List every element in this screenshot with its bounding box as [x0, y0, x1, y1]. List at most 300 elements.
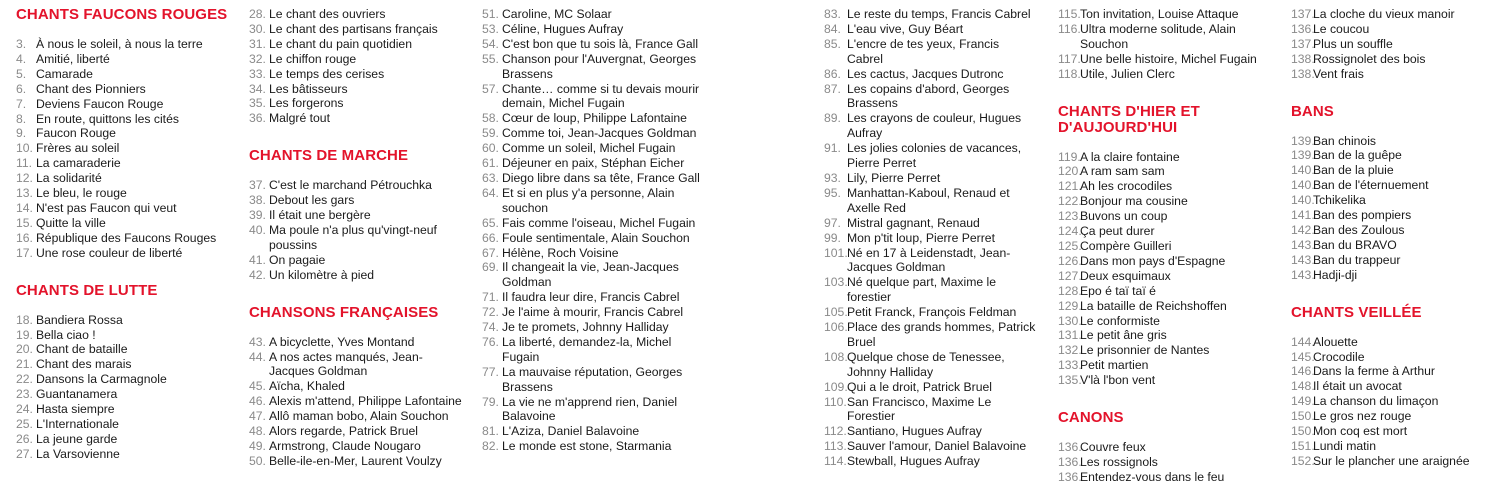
- song-number: 116.: [1058, 21, 1081, 36]
- song-title: Un kilomètre à pied: [269, 267, 374, 282]
- list-item: [482, 395, 704, 425]
- song-number: 48.: [249, 424, 266, 439]
- song-list: [1291, 335, 1496, 469]
- list-item: [824, 439, 1036, 454]
- list-item: [1058, 164, 1268, 179]
- song-title: Le gros nez rouge: [1313, 409, 1412, 424]
- list-item: [1291, 454, 1496, 469]
- list-item: [1291, 439, 1496, 454]
- list-item: [16, 186, 238, 201]
- list-item: [1291, 193, 1496, 208]
- song-number: 143.: [1291, 237, 1315, 252]
- song-title: Fais comme l'oiseau, Michel Fugain: [502, 215, 696, 230]
- list-item: [482, 365, 704, 395]
- song-number: 34.: [249, 81, 266, 96]
- list-item: [16, 52, 238, 67]
- song-number: 127.: [1058, 268, 1082, 283]
- song-title: Manhattan-Kaboul, Renaud et Axelle Red: [847, 185, 1010, 215]
- song-number: 108.: [824, 349, 848, 364]
- list-item: [249, 424, 464, 439]
- column-3: [482, 7, 704, 454]
- song-list: [16, 313, 238, 462]
- song-title: C'est le marchand Pétrouchka: [269, 178, 432, 193]
- song-title: Compère Guilleri: [1080, 238, 1172, 253]
- list-item: [249, 439, 464, 454]
- song-number: 136.: [1291, 21, 1315, 36]
- song-number: 47.: [249, 409, 266, 424]
- song-number: 77.: [482, 364, 499, 379]
- title-spacer: [249, 164, 464, 178]
- song-title: Qui a le droit, Patrick Bruel: [847, 379, 992, 394]
- song-number: 71.: [482, 290, 499, 305]
- song-number: 7.: [16, 96, 27, 111]
- list-item: [482, 82, 704, 112]
- song-number: 22.: [16, 372, 33, 387]
- song-title: La bataille de Reichshoffen: [1080, 298, 1227, 313]
- list-item: [16, 97, 238, 112]
- list-item: [482, 171, 704, 186]
- song-number: 140.: [1291, 163, 1315, 178]
- song-number: 28.: [249, 7, 266, 21]
- song-title: Les crayons de couleur, Hugues Aufray: [847, 111, 1022, 141]
- list-item: [482, 335, 704, 365]
- song-number: 119.: [1058, 149, 1081, 164]
- section-title-chants-d-hier-et-d-aujourd-hui: CHANTS D'HIER ET D'AUJOURD'HUI: [1058, 102, 1200, 136]
- song-title: Chant des Pionniers: [36, 81, 146, 96]
- song-number: 136.: [1058, 440, 1082, 455]
- song-title: Le monde est stone, Starmania: [502, 439, 672, 454]
- song-number: 143.: [1291, 267, 1315, 282]
- list-item: [16, 402, 238, 417]
- song-title: République des Faucons Rouges: [36, 230, 217, 245]
- song-number: 40.: [249, 222, 266, 237]
- song-number: 57.: [482, 81, 499, 96]
- list-item: [482, 111, 704, 126]
- song-number: 74.: [482, 320, 499, 335]
- song-title: Sur le plancher une araignée: [1313, 453, 1470, 468]
- list-item: [482, 305, 704, 320]
- song-number: 37.: [249, 178, 266, 193]
- list-item: [482, 37, 704, 52]
- song-number: 101.: [824, 245, 848, 260]
- song-title: Ban de la guêpe: [1313, 148, 1402, 163]
- title-spacer: [16, 23, 238, 37]
- list-item: [249, 253, 464, 268]
- title-spacer: [249, 321, 464, 335]
- song-number: 118.: [1058, 66, 1081, 81]
- song-number: 19.: [16, 327, 33, 342]
- song-number: 72.: [482, 305, 499, 320]
- song-title: Né quelque part, Maxime le forestier: [847, 275, 997, 305]
- song-title: Ban chinois: [1313, 133, 1377, 148]
- song-number: 39.: [249, 208, 266, 223]
- list-item: [1291, 208, 1496, 223]
- list-item: [16, 432, 238, 447]
- list-item: [1291, 52, 1496, 67]
- song-number: 84.: [824, 21, 841, 36]
- song-number: 45.: [249, 379, 266, 394]
- song-title: Caroline, MC Solaar: [502, 7, 612, 21]
- song-title: Diego libre dans sa tête, France Gall: [502, 170, 700, 185]
- song-number: 113.: [824, 439, 847, 454]
- song-number: 99.: [824, 230, 841, 245]
- list-item: [249, 37, 464, 52]
- song-number: 12.: [16, 171, 33, 186]
- song-list: [482, 7, 704, 454]
- song-title: Dans la ferme à Arthur: [1313, 364, 1435, 379]
- song-title: Le conformiste: [1080, 313, 1160, 328]
- list-item: [16, 231, 238, 246]
- list-item: [16, 37, 238, 52]
- song-title: La liberté, demandez-la, Michel Fugain: [502, 334, 672, 364]
- song-title: La vie ne m'apprend rien, Daniel Balavoine: [502, 394, 678, 424]
- song-number: 32.: [249, 51, 266, 66]
- list-item: [1058, 358, 1268, 373]
- song-number: 79.: [482, 394, 499, 409]
- song-title: Tchikelika: [1313, 193, 1366, 208]
- song-number: 49.: [249, 438, 266, 453]
- song-title: Quitte la ville: [36, 215, 106, 230]
- song-number: 15.: [16, 215, 33, 230]
- song-title: La cloche du vieux manoir: [1313, 7, 1455, 21]
- song-title: A bicyclette, Yves Montand: [269, 334, 415, 349]
- list-item: [1291, 22, 1496, 37]
- song-number: 152.: [1291, 453, 1315, 468]
- song-title: Dansons la Carmagnole: [36, 372, 167, 387]
- song-title: Vent frais: [1313, 66, 1364, 81]
- list-item: [824, 216, 1036, 231]
- list-item: [16, 328, 238, 343]
- song-title: Entendez-vous dans le feu: [1080, 469, 1225, 484]
- list-item: [482, 246, 704, 261]
- list-item: [824, 380, 1036, 395]
- song-number: 151.: [1291, 438, 1315, 453]
- list-item: [824, 395, 1036, 425]
- song-title: Les copains d'abord, Georges Brassens: [847, 81, 1010, 111]
- song-number: 144.: [1291, 334, 1315, 349]
- song-title: Bandiera Rossa: [36, 312, 123, 327]
- list-item: [1058, 22, 1268, 52]
- song-number: 27.: [16, 446, 33, 461]
- song-title: Ah les crocodiles: [1080, 179, 1173, 194]
- song-number: 136.: [1058, 469, 1082, 484]
- list-item: [824, 186, 1036, 216]
- song-number: 65.: [482, 215, 499, 230]
- song-number: 41.: [249, 252, 266, 267]
- song-number: 53.: [482, 21, 499, 36]
- list-item: [249, 409, 464, 424]
- list-item: [249, 335, 464, 350]
- list-item: [1058, 67, 1268, 82]
- song-number: 16.: [16, 230, 33, 245]
- list-item: [249, 208, 464, 223]
- song-title: Malgré tout: [269, 111, 330, 126]
- list-item: [1058, 179, 1268, 194]
- song-title: L'Aziza, Daniel Balavoine: [502, 424, 640, 439]
- list-item: [824, 7, 1036, 22]
- song-number: 69.: [482, 260, 499, 275]
- song-title: A ram sam sam: [1080, 164, 1165, 179]
- list-item: [1058, 7, 1268, 22]
- song-title: Hasta siempre: [36, 402, 115, 417]
- list-item: [16, 201, 238, 216]
- song-list: [1291, 7, 1496, 82]
- song-title: Alors regarde, Patrick Bruel: [269, 424, 419, 439]
- song-title: Bella ciao !: [36, 327, 96, 342]
- song-title: Comme un soleil, Michel Fugain: [502, 141, 676, 156]
- song-title: Les cactus, Jacques Dutronc: [847, 66, 1004, 81]
- song-title: La camaraderie: [36, 156, 121, 171]
- song-title: Santiano, Hugues Aufray: [847, 424, 982, 439]
- list-item: [1058, 440, 1268, 455]
- song-number: 31.: [249, 36, 266, 51]
- list-item: [482, 216, 704, 231]
- list-item: [824, 275, 1036, 305]
- song-title: L'eau vive, Guy Béart: [847, 21, 964, 36]
- song-number: 85.: [824, 36, 841, 51]
- list-item: [249, 193, 464, 208]
- list-item: [1291, 37, 1496, 52]
- song-title: L'Internationale: [36, 416, 119, 431]
- song-number: 133.: [1058, 358, 1082, 373]
- list-item: [482, 439, 704, 454]
- song-title: Les forgerons: [269, 96, 344, 111]
- list-item: [1291, 409, 1496, 424]
- song-number: 5.: [16, 66, 27, 81]
- list-item: [16, 216, 238, 231]
- song-title: Il changeait la vie, Jean-Jacques Goldman: [502, 260, 679, 290]
- column-5: [1058, 7, 1268, 485]
- song-title: Il faudra leur dire, Francis Cabrel: [502, 290, 680, 305]
- title-spacer: [1291, 120, 1496, 134]
- song-title: Déjeuner en paix, Stéphan Eicher: [502, 156, 685, 171]
- list-item: [1291, 268, 1496, 283]
- song-title: Lily, Pierre Perret: [847, 170, 941, 185]
- list-item: [249, 394, 464, 409]
- list-item: [1291, 424, 1496, 439]
- list-item: [1058, 328, 1268, 343]
- list-item: [249, 268, 464, 283]
- song-number: 61.: [482, 156, 499, 171]
- list-item: [1058, 150, 1268, 165]
- song-title: Faucon Rouge: [36, 126, 116, 141]
- song-title: Crocodile: [1313, 349, 1365, 364]
- song-title: Mon coq est mort: [1313, 424, 1408, 439]
- song-number: 3.: [16, 37, 27, 51]
- song-title: Le coucou: [1313, 21, 1370, 36]
- song-title: Epo é taï taï é: [1080, 283, 1156, 298]
- song-title: Le bleu, le rouge: [36, 186, 127, 201]
- song-number: 42.: [249, 267, 266, 282]
- song-number: 26.: [16, 431, 33, 446]
- song-number: 124.: [1058, 224, 1082, 239]
- list-item: [1058, 299, 1268, 314]
- song-title: Le chant du pain quotidien: [269, 36, 412, 51]
- list-item: [824, 231, 1036, 246]
- list-item: [1291, 178, 1496, 193]
- song-title: À nous le soleil, à nous la terre: [36, 37, 203, 51]
- list-item: [1058, 343, 1268, 358]
- list-item: [482, 156, 704, 171]
- list-item: [1058, 52, 1268, 67]
- song-title: Petit martien: [1080, 358, 1149, 373]
- song-number: 50.: [249, 453, 266, 468]
- song-title: Deviens Faucon Rouge: [36, 96, 164, 111]
- list-item: [249, 22, 464, 37]
- song-number: 126.: [1058, 253, 1082, 268]
- song-number: 89.: [824, 111, 841, 126]
- list-item: [16, 112, 238, 127]
- song-number: 110.: [824, 394, 847, 409]
- song-number: 38.: [249, 193, 266, 208]
- list-item: [824, 22, 1036, 37]
- song-number: 115.: [1058, 7, 1081, 21]
- list-item: [249, 223, 464, 253]
- song-number: 82.: [482, 439, 499, 454]
- song-number: 138.: [1291, 51, 1315, 66]
- list-item: [1291, 67, 1496, 82]
- list-item: [482, 7, 704, 22]
- song-number: 30.: [249, 21, 266, 36]
- section-spacer: [1058, 388, 1268, 410]
- song-number: 120.: [1058, 164, 1082, 179]
- list-item: [1291, 335, 1496, 350]
- song-title: Allô maman bobo, Alain Souchon: [269, 409, 449, 424]
- list-item: [1058, 194, 1268, 209]
- song-title: V'là l'bon vent: [1080, 373, 1156, 388]
- song-title: Né en 17 à Leidenstadt, Jean-Jacques Goldman: [847, 245, 1011, 275]
- song-number: 125.: [1058, 238, 1082, 253]
- song-number: 140.: [1291, 178, 1315, 193]
- song-list: [1058, 150, 1268, 389]
- list-item: [249, 379, 464, 394]
- song-number: 97.: [824, 215, 841, 230]
- song-number: 112.: [824, 424, 847, 439]
- song-title: Une belle histoire, Michel Fugain: [1080, 51, 1257, 66]
- list-item: [824, 111, 1036, 141]
- song-number: 81.: [482, 424, 499, 439]
- list-item: [482, 22, 704, 37]
- song-title: La Varsovienne: [36, 446, 120, 461]
- song-title: Ultra moderne solitude, Alain Souchon: [1080, 21, 1236, 51]
- song-number: 18.: [16, 312, 33, 327]
- song-title: Une rose couleur de liberté: [36, 245, 183, 260]
- song-number: 117.: [1058, 51, 1081, 66]
- list-item: [1291, 253, 1496, 268]
- list-item: [1291, 163, 1496, 178]
- song-title: Hélène, Roch Voisine: [502, 245, 619, 260]
- list-item: [16, 447, 238, 462]
- song-title: Buvons un coup: [1080, 209, 1168, 224]
- title-spacer: [1058, 136, 1268, 150]
- list-item: [824, 305, 1036, 320]
- song-number: 24.: [16, 402, 33, 417]
- song-number: 106.: [824, 320, 848, 335]
- song-title: Frères au soleil: [36, 141, 120, 156]
- song-title: Chant des marais: [36, 357, 132, 372]
- song-number: 58.: [482, 111, 499, 126]
- song-number: 91.: [824, 141, 841, 156]
- song-number: 35.: [249, 96, 266, 111]
- list-item: [1058, 284, 1268, 299]
- list-item: [482, 424, 704, 439]
- song-title: On pagaie: [269, 252, 326, 267]
- list-item: [1058, 373, 1268, 388]
- song-number: 55.: [482, 51, 499, 66]
- title-spacer: [1058, 426, 1268, 440]
- song-number: 11.: [16, 156, 33, 171]
- section-spacer: [1058, 82, 1268, 104]
- song-number: 67.: [482, 245, 499, 260]
- song-number: 23.: [16, 387, 33, 402]
- song-number: 149.: [1291, 394, 1315, 409]
- song-number: 122.: [1058, 194, 1082, 209]
- song-number: 109.: [824, 379, 848, 394]
- song-number: 143.: [1291, 252, 1315, 267]
- list-item: [482, 126, 704, 141]
- song-number: 13.: [16, 186, 33, 201]
- song-title: Rossignolet des bois: [1313, 51, 1426, 66]
- song-number: 9.: [16, 126, 27, 141]
- list-item: [16, 246, 238, 261]
- section-spacer: [16, 261, 238, 283]
- song-title: Chant de bataille: [36, 342, 128, 357]
- song-title: Lundi matin: [1313, 438, 1377, 453]
- song-number: 121.: [1058, 179, 1082, 194]
- section-title-chants-de-lutte: CHANTS DE LUTTE: [16, 281, 158, 299]
- song-number: 8.: [16, 111, 27, 126]
- section-title-chants-de-marche: CHANTS DE MARCHE: [249, 147, 409, 165]
- song-number: 145.: [1291, 349, 1315, 364]
- list-item: [1058, 254, 1268, 269]
- list-item: [824, 424, 1036, 439]
- list-item: [1291, 238, 1496, 253]
- song-number: 150.: [1291, 424, 1315, 439]
- list-item: [1058, 455, 1268, 470]
- song-title: Sauver l'amour, Daniel Balavoine: [847, 439, 1027, 454]
- song-number: 95.: [824, 185, 841, 200]
- column-6: [1291, 7, 1496, 469]
- song-list: [1058, 440, 1268, 485]
- list-item: [249, 7, 464, 22]
- song-number: 6.: [16, 81, 27, 96]
- song-number: 44.: [249, 349, 266, 364]
- song-list: [249, 178, 464, 282]
- song-title: Belle-ile-en-Mer, Laurent Voulzy: [269, 453, 442, 468]
- list-item: [482, 290, 704, 305]
- title-spacer: [16, 299, 238, 313]
- song-number: 14.: [16, 200, 33, 215]
- song-number: 25.: [16, 416, 33, 431]
- song-title: Place des grands hommes, Patrick Bruel: [847, 320, 1036, 349]
- list-item: [249, 111, 464, 126]
- song-title: Céline, Hugues Aufray: [502, 21, 624, 36]
- song-number: 64.: [482, 185, 499, 200]
- song-number: 54.: [482, 36, 499, 51]
- song-list: [1291, 134, 1496, 283]
- song-title: Foule sentimentale, Alain Souchon: [502, 230, 690, 245]
- list-item: [16, 67, 238, 82]
- song-number: 142.: [1291, 222, 1315, 237]
- song-title: Stewball, Hugues Aufray: [847, 454, 980, 469]
- list-item: [249, 178, 464, 193]
- song-number: 136.: [1058, 454, 1082, 469]
- list-item: [824, 246, 1036, 276]
- song-title: Bonjour ma cousine: [1080, 194, 1188, 209]
- list-item: [16, 417, 238, 432]
- song-title: Le chiffon rouge: [269, 51, 357, 66]
- list-item: [1291, 394, 1496, 409]
